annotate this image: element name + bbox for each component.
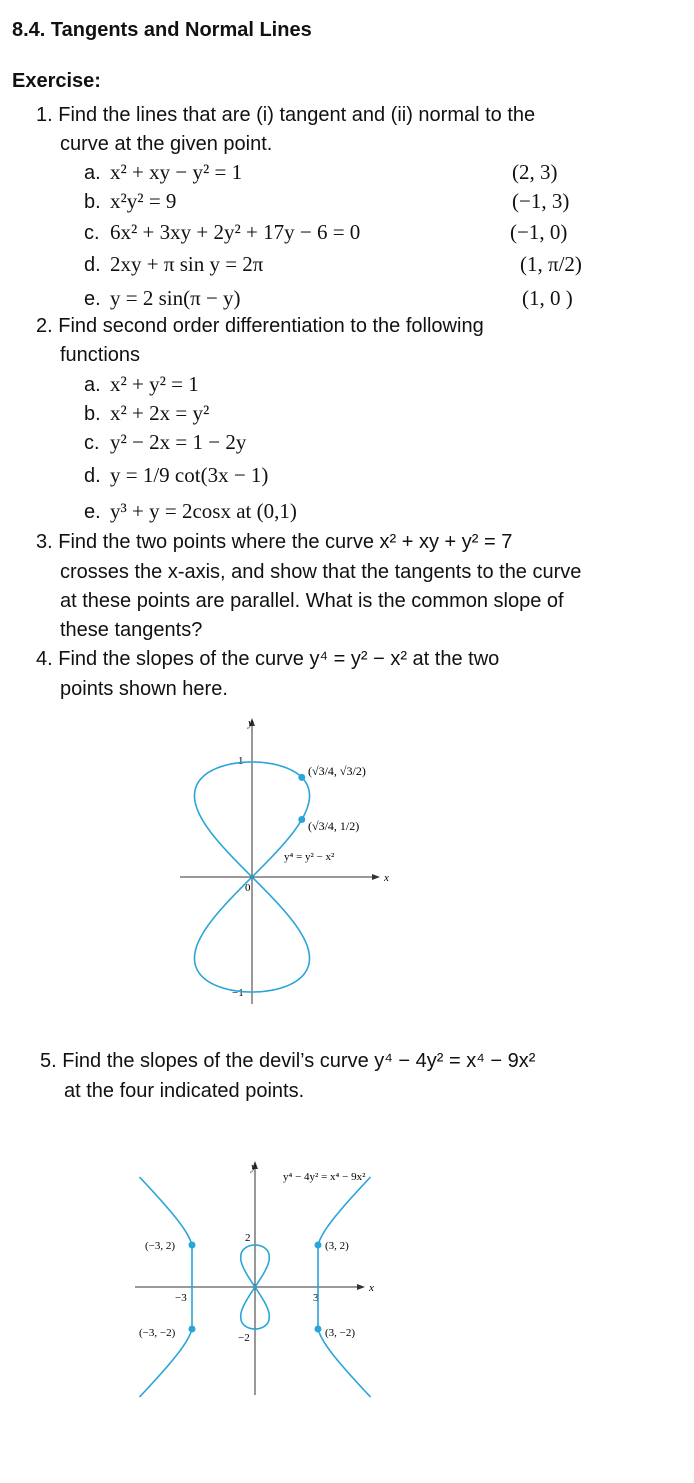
q5-line2: at the four indicated points. [64, 1080, 305, 1102]
q1d-label: d. [84, 254, 101, 276]
q5-tick-y-2: 2 [245, 1232, 251, 1244]
q5-tick-x-minus3: −3 [175, 1292, 187, 1304]
q1e-point: (1, 0 ) [522, 286, 573, 310]
q1b-label: b. [84, 191, 101, 213]
q4-point-1 [298, 774, 305, 781]
q4-tick-1: 1 [238, 755, 244, 767]
q5-point-upper-left-label: (−3, 2) [145, 1240, 176, 1252]
q2e-equation: y³ + y = 2cosx at (0,1) [110, 499, 297, 523]
q1e-equation: y = 2 sin(π − y) [110, 286, 241, 310]
q4-figure [180, 712, 410, 1012]
q2c-label: c. [84, 432, 100, 454]
q5-line1: 5. Find the slopes of the devil’s curve y⁴ − 4y² = x⁴ − 9x² [40, 1050, 536, 1072]
q1c-point: (−1, 0) [510, 220, 568, 244]
q4-x-axis-label: x [384, 872, 389, 884]
q4-x-axis-arrow-icon [372, 874, 380, 880]
q3-line3: at these points are parallel. What is the common slope of [60, 590, 564, 612]
q1a-equation: x² + xy − y² = 1 [110, 160, 243, 184]
q2a-label: a. [84, 374, 101, 396]
q2-text-line1: 2. Find second order differentiation to the following [36, 315, 484, 337]
q5-point-upper-right [315, 1242, 322, 1249]
q4-point-1-label: (√3/4, √3/2) [308, 764, 366, 778]
q1b-point: (−1, 3) [512, 189, 570, 213]
q4-point-2-label: (√3/4, 1/2) [308, 819, 360, 833]
q5-point-lower-left-label: (−3, −2) [139, 1327, 176, 1339]
q5-tick-x-3: 3 [313, 1292, 319, 1304]
q5-x-axis-label: x [369, 1282, 374, 1294]
q1-text-line2: curve at the given point. [60, 133, 273, 155]
q2d-label: d. [84, 465, 101, 487]
q3-line1: 3. Find the two points where the curve x² + xy + y² = 7 [36, 531, 513, 553]
q5-figure [135, 1155, 415, 1400]
q4-point-2 [298, 816, 305, 823]
q2c-equation: y² − 2x = 1 − 2y [110, 430, 247, 454]
q5-point-upper-left [189, 1242, 196, 1249]
q1c-equation: 6x² + 3xy + 2y² + 17y − 6 = 0 [110, 220, 361, 244]
q4-y-axis-label: y [248, 717, 253, 729]
q1e-label: e. [84, 288, 101, 310]
q1d-equation: 2xy + π sin y = 2π [110, 252, 264, 276]
q5-x-axis-arrow-icon [357, 1284, 365, 1290]
q1-text-line1: 1. Find the lines that are (i) tangent and (ii) normal to the [36, 104, 536, 126]
q3-line4: these tangents? [60, 619, 203, 641]
q4-tick-minus1: −1 [232, 987, 244, 999]
q5-y-axis-label: y [251, 1161, 256, 1173]
q5-point-lower-right-label: (3, −2) [325, 1327, 356, 1339]
q4-line2: points shown here. [60, 678, 228, 700]
q1a-point: (2, 3) [512, 160, 558, 184]
exercise-heading: Exercise: [12, 70, 101, 92]
q5-point-lower-right [315, 1326, 322, 1333]
q2-text-line2: functions [60, 344, 141, 366]
q1c-label: c. [84, 222, 100, 244]
q5-curve-label: y⁴ − 4y² = x⁴ − 9x² [283, 1171, 366, 1183]
q3-line2: crosses the x-axis, and show that the tangents to the curve [60, 561, 582, 583]
page-title: 8.4. Tangents and Normal Lines [12, 19, 312, 41]
q2d-equation: y = 1/9 cot(3x − 1) [110, 463, 269, 487]
q2a-equation: x² + y² = 1 [110, 372, 199, 396]
q5-tick-y-minus2: −2 [238, 1332, 250, 1344]
q5-point-upper-right-label: (3, 2) [325, 1240, 349, 1252]
q4-curve-label: y⁴ = y² − x² [284, 851, 335, 863]
q2e-label: e. [84, 501, 101, 523]
q4-origin-label: 0 [245, 882, 251, 894]
q4-line1: 4. Find the slopes of the curve y⁴ = y² − x² at the two [36, 648, 500, 670]
q2b-equation: x² + 2x = y² [110, 401, 210, 425]
q5-point-lower-left [189, 1326, 196, 1333]
q1b-equation: x²y² = 9 [110, 189, 177, 213]
q2b-label: b. [84, 403, 101, 425]
q1a-label: a. [84, 162, 101, 184]
q1d-point: (1, π/2) [520, 252, 582, 276]
